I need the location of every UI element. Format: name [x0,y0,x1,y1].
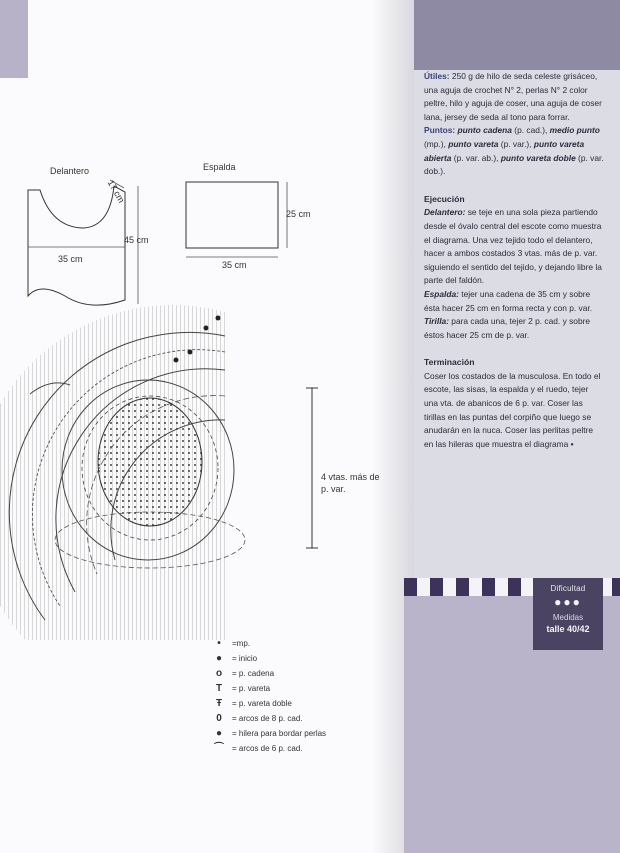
front-strap-measure: 17 cm [105,178,127,205]
legend-row [210,681,380,696]
stitch-abbr: (p. var. ab.), [451,152,501,163]
finishing-paragraph [424,370,604,452]
legend-symbol: ● [215,727,223,739]
legend-symbol: 0 [216,712,222,724]
finishing-heading: Terminación [424,357,475,368]
legend-row [210,726,380,741]
front-text: se teje en una sola pieza partiendo desde el óvalo central del escote como muestra el diagrama. Una vez tejido todo el delantero, hacer a ambos costados 3 vtas. más de p. var. siguiendo el sentido del tejido, y dejando libre la parte del faldón. [424,207,602,286]
stitch-name: punto vareta abierta [424,138,585,163]
legend-symbol: • [217,637,221,649]
front-width-measure: 35 cm [58,254,83,264]
legend-row [210,636,380,651]
materials-text: 250 g de hilo de seda celeste grisáceo, una aguja de crochet N° 2, perlas N° 2 color peltre, hilo y aguja de coser, una aguja de coser lana, jersey de seda al tono para forrar. [424,71,602,122]
stitch-name: punto vareta [448,138,499,149]
stitch-abbr: (mp.), [424,138,449,149]
measures-value: talle 40/42 [546,624,590,634]
legend-row [210,696,380,711]
legend-text: = hilera para bordar perlas [232,728,327,738]
back-label: Espalda: [424,288,459,299]
materials-paragraph [424,70,604,124]
legend-symbol: o [215,667,223,679]
stitches-label: Puntos: [424,125,456,136]
front-title: Delantero [50,166,90,176]
instructions-column [424,70,604,451]
stitch-name: punto cadena [455,125,512,136]
back-paragraph [424,288,604,315]
legend-symbol: Ŧ [215,697,223,709]
back-height-measure: 25 cm [286,209,311,219]
back-title: Espalda [203,162,236,172]
execution-heading: Ejecución [424,193,465,204]
legend-row [210,711,380,726]
legend-row [210,666,380,681]
legend-text: = p. vareta doble [232,698,292,708]
stitch-abbr: (p. cad.), [511,125,550,136]
difficulty-badge [533,578,603,650]
legend-text: = arcos de 6 p. cad. [232,743,303,753]
rows-bracket [306,388,318,548]
difficulty-icons: ●●● [554,595,582,609]
legend-symbol: ⌒ [214,742,224,754]
measures-label: Medidas [552,613,584,622]
materials-label: Útiles: [424,71,450,81]
crochet-diagram [0,305,245,640]
stitch-abbr: (p. var.), [498,138,534,149]
stitch-name: punto vareta doble [500,152,576,163]
back-text: tejer una cadena de 35 cm y sobre ésta hacer 25 cm en forma recta y con p. var. [424,288,593,313]
front-height-measure: 45 cm [124,235,149,245]
strap-label: Tirilla: [424,316,449,327]
legend-text: = arcos de 8 p. cad. [232,713,303,723]
legend-symbol: ● [215,652,223,664]
legend-text: =mp. [232,638,251,648]
legend-symbol: T [215,682,223,694]
front-paragraph [424,206,604,288]
symbol-legend [210,636,380,756]
stitches-paragraph [424,124,604,178]
legend-text: = inicio [232,653,258,663]
stitch-abbr: (p. var. dob.). [424,152,604,177]
difficulty-label: Dificultad [550,584,586,593]
strap-text: para cada una, tejer 2 p. cad. y sobre éstos hacer 25 cm de p. var. [424,316,591,340]
rows-annotation: 4 vtas. más de p. var. [321,472,380,494]
legend-text: = p. vareta [232,683,271,693]
stitch-name: medio punto [549,125,600,136]
legend-text: = p. cadena [232,668,275,678]
back-schematic [186,182,287,257]
strap-paragraph [424,315,604,342]
finishing-text: Coser los costados de la musculosa. En todo el escote, las sisas, la espalda y el ruedo, tejer una vta. de abanicos de 6 p. var. Coser las tirillas en las puntas del corpiño que luego se anudarán en la nuca. Coser las perlitas peltre en las hileras que muestra el diagrama [424,370,601,449]
legend-row [210,741,380,756]
back-width-measure: 35 cm [222,260,247,270]
front-label: Delantero: [424,207,466,218]
legend-row [210,651,380,666]
end-mark: • [568,438,574,449]
